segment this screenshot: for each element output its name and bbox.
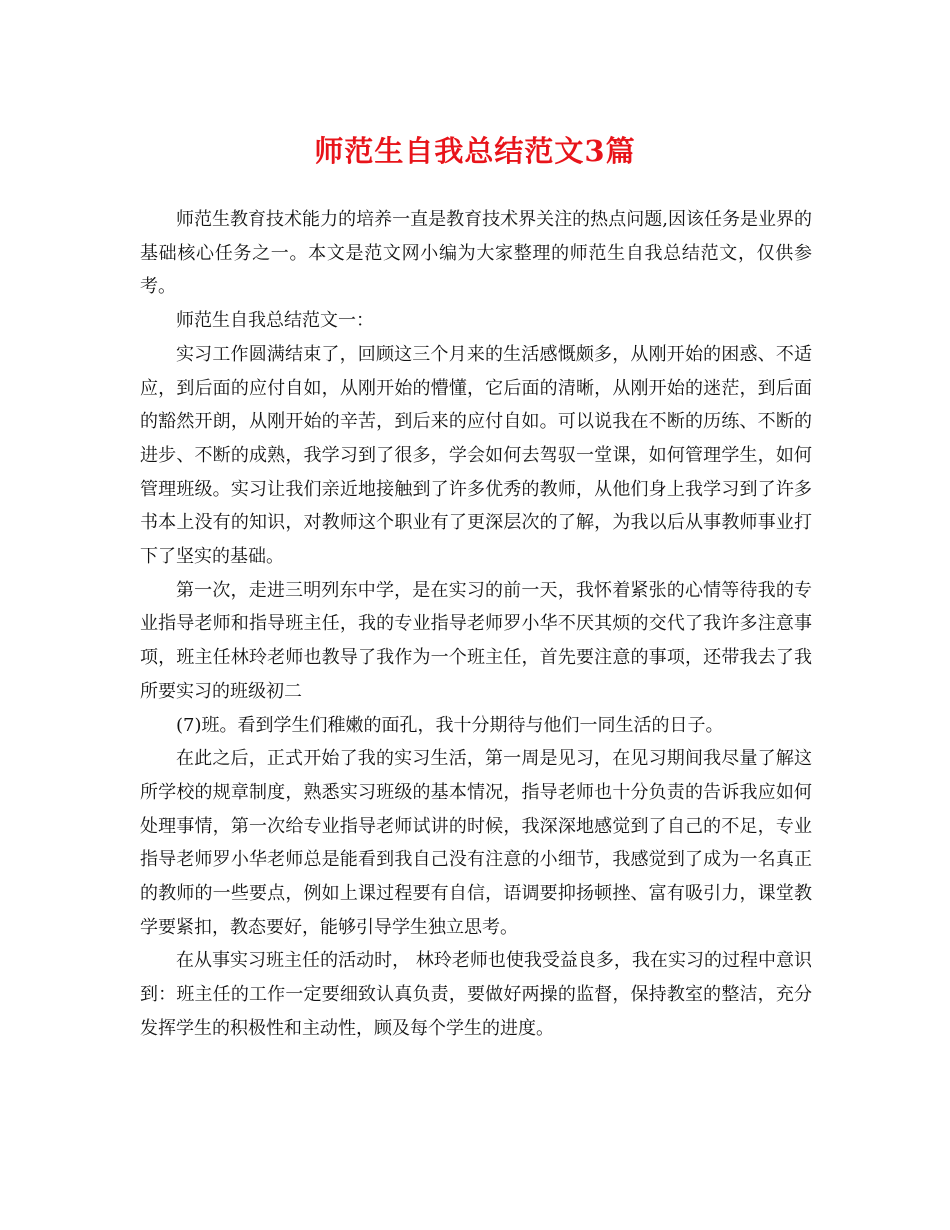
document-body — [140, 203, 812, 1046]
paragraph-section-heading: 师范生自我总结范文一： — [176, 310, 374, 332]
paragraph-internship-start: 在此之后，正式开始了我的实习生活，第一周是见习，在见习期间我尽量了解这所学校的规章制度，熟悉实习班级的基本情况，指导老师也十分负责的告诉我应如何处理事情，第一次给专业指导老师试讲的时候，我深深地感觉到了自己的不足，专业指导老师罗小华老师总是能看到我自己没有注意的小细节，我感觉到了成为一名真正的教师的一些要点，例如上课过程要有自信，语调要抑扬顿挫、富有吸引力，课堂教学要紧扣，教态要好，能够引导学生独立思考。 — [140, 748, 812, 938]
paragraph-intro: 师范生教育技术能力的培养一直是教育技术界关注的热点问题,因该任务是业界的基础核心任务之一。本文是范文网小编为大家整理的师范生自我总结范文，仅供参考。 — [140, 209, 812, 298]
paragraph-internship-summary: 实习工作圆满结束了，回顾这三个月来的生活感慨颇多，从刚开始的困惑、不适应，到后面的应付自如，从刚开始的懵懂，它后面的清晰，从刚开始的迷茫，到后面的豁然开朗，从刚开始的辛苦，到后来的应付自如。可以说我在不断的历练、不断的进步、不断的成熟，我学习到了很多，学会如何去驾驭一堂课，如何管理学生，如何管理班级。实习让我们亲近地接触到了许多优秀的教师，从他们身上我学习到了许多书本上没有的知识，对教师这个职业有了更深层次的了解，为我以后从事教师事业打下了坚实的基础。 — [140, 343, 812, 568]
document-title: 师范生自我总结范文3篇 — [314, 134, 636, 168]
paragraph-class-seven: (7)班。看到学生们稚嫩的面孔，我十分期待与他们一同生活的日子。 — [176, 714, 724, 736]
paragraph-head-teacher: 在从事实习班主任的活动时， 林玲老师也使我受益良多，我在实习的过程中意识到：班主任的工作一定要细致认真负责，要做好两操的监督，保持教室的整洁，充分发挥学生的积极性和主动性，顾及每个学生的进度。 — [140, 950, 812, 1039]
paragraph-first-visit: 第一次，走进三明列东中学，是在实习的前一天，我怀着紧张的心情等待我的专业指导老师和指导班主任，我的专业指导老师罗小华不厌其烦的交代了我许多注意事项，班主任林玲老师也教导了我作为一个班主任，首先要注意的事项，还带我去了我所要实习的班级初二 — [140, 579, 812, 702]
